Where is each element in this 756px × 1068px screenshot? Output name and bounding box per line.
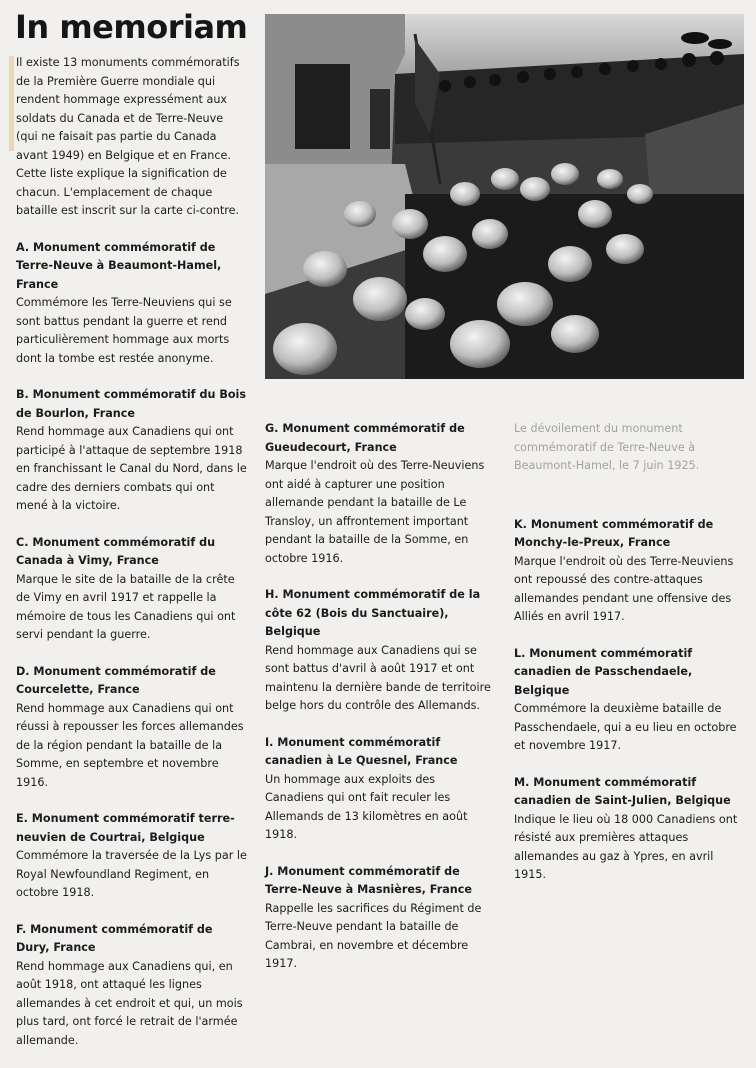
memorial-title: I. Monument commémoratif canadien à Le Quesnel, France	[265, 735, 458, 767]
memorial-title: C. Monument commémoratif du Canada à Vimy, France	[16, 535, 216, 567]
historical-photo	[265, 14, 744, 379]
memorial-description: Commémore les Terre-Neuviens qui se sont battus pendant la guerre et rend particulièrement hommage aux morts dont la tombe est restée anonyme.	[16, 296, 232, 365]
memorial-description: Commémore la deuxième bataille de Passchendaele, qui a eu lieu en octobre et novembre 1917.	[514, 702, 737, 752]
memorial-description: Marque l'endroit où des Terre-Neuviens ont aidé à capturer une position allemande pendant la bataille de Le Transloy, un affrontement important pendant la bataille de la Somme, en octobre 1916.	[265, 459, 485, 565]
memorial-title: A. Monument commémoratif de Terre-Neuve à Beaumont-Hamel, France	[16, 240, 222, 291]
page-title: In memoriam	[15, 8, 248, 46]
memorial-entry-m	[514, 774, 744, 885]
memorial-entry-l	[514, 645, 744, 756]
column-middle	[265, 420, 495, 992]
memorial-title: F. Monument commémoratif de Dury, France	[16, 922, 213, 954]
memorial-title: J. Monument commémoratif de Terre-Neuve à Masnières, France	[265, 864, 472, 896]
memorial-title: H. Monument commémoratif de la côte 62 (Bois du Sanctuaire), Belgique	[265, 588, 481, 638]
column-left	[16, 54, 248, 1068]
memorial-description: Rend hommage aux Canadiens qui ont réussi à repousser les forces allemandes de la région pendant la bataille de la Somme, en septembre et novembre 1916.	[16, 701, 244, 789]
intro-paragraph: Il existe 13 monuments commémoratifs de la Première Guerre mondiale qui rendent hommage expressément aux soldats du Canada et de Terre-Neuve (qui ne faisait pas partie du Canada avant 1949) en Belgique et en France. Cette liste explique la signification de chacun. L'emplacement de chaque bataille est inscrit sur la carte ci-contre.	[16, 56, 240, 217]
memorial-description: Rend hommage aux Canadiens qui ont participé à l'attaque de septembre 1918 en franchissant le Canal du Nord, dans le cadre des derniers combats qui ont mené à la victoire.	[16, 425, 247, 512]
memorial-entry-a	[16, 239, 248, 369]
photo-caption: Le dévoilement du monument commémoratif de Terre-Neuve à Beaumont-Hamel, le 7 juin 1925.	[514, 422, 700, 472]
memorial-entry-k	[514, 516, 744, 627]
memorial-title: G. Monument commémoratif de Gueudecourt, France	[265, 422, 465, 454]
memorial-entry-i	[265, 734, 495, 845]
memorial-title: M. Monument commémoratif canadien de Saint-Julien, Belgique	[514, 775, 731, 807]
memorial-description: Indique le lieu où 18 000 Canadiens ont résisté aux premières attaques allemandes au gaz à Ypres, en avril 1915.	[514, 812, 738, 881]
memorial-entry-j	[265, 863, 495, 974]
memorial-entry-h	[265, 586, 495, 716]
memorial-description: Rend hommage aux Canadiens qui, en août 1918, ont attaqué les lignes allemandes à cet endroit et qui, un mois plus tard, ont forcé le retrait de l'armée allemande.	[16, 959, 243, 1047]
memorial-description: Rend hommage aux Canadiens qui se sont battus d'avril à août 1917 et ont maintenu la dernière bande de territoire belge hors du contrôle des Allemands.	[265, 643, 491, 712]
memorial-title: D. Monument commémoratif de Courcelette, France	[16, 664, 216, 696]
memorial-description: Rappelle les sacrifices du Régiment de Terre-Neuve pendant la bataille de Cambrai, en novembre et décembre 1917.	[265, 901, 482, 970]
column-right	[514, 420, 744, 903]
memorial-description: Un hommage aux exploits des Canadiens qui ont fait reculer les Allemands de 13 kilomètres en août 1918.	[265, 772, 468, 841]
memorial-title: L. Monument commémoratif canadien de Passchendaele, Belgique	[514, 646, 693, 697]
memorial-entry-f	[16, 921, 248, 1051]
memorial-entry-e	[16, 810, 248, 903]
memorial-entry-d	[16, 663, 248, 793]
memorial-entry-b	[16, 386, 248, 516]
memorial-title: E. Monument commémoratif terre-neuvien de Courtrai, Belgique	[16, 812, 235, 844]
memorial-title: K. Monument commémoratif de Monchy-le-Preux, France	[514, 517, 714, 549]
memorial-description: Marque l'endroit où des Terre-Neuviens ont repoussé des contre-attaques allemandes pendant une offensive des Alliés en avril 1917.	[514, 554, 734, 623]
accent-bar	[9, 56, 14, 151]
memorial-entry-g	[265, 420, 495, 568]
memorial-title: B. Monument commémoratif du Bois de Bourlon, France	[16, 388, 247, 420]
memorial-entry-c	[16, 534, 248, 645]
memorial-description: Marque le site de la bataille de la crête de Vimy en avril 1917 et rappelle la mémoire de tous les Canadiens qui ont servi pendant la guerre.	[16, 572, 236, 641]
memorial-description: Commémore la traversée de la Lys par le Royal Newfoundland Regiment, en octobre 1918.	[16, 849, 247, 899]
